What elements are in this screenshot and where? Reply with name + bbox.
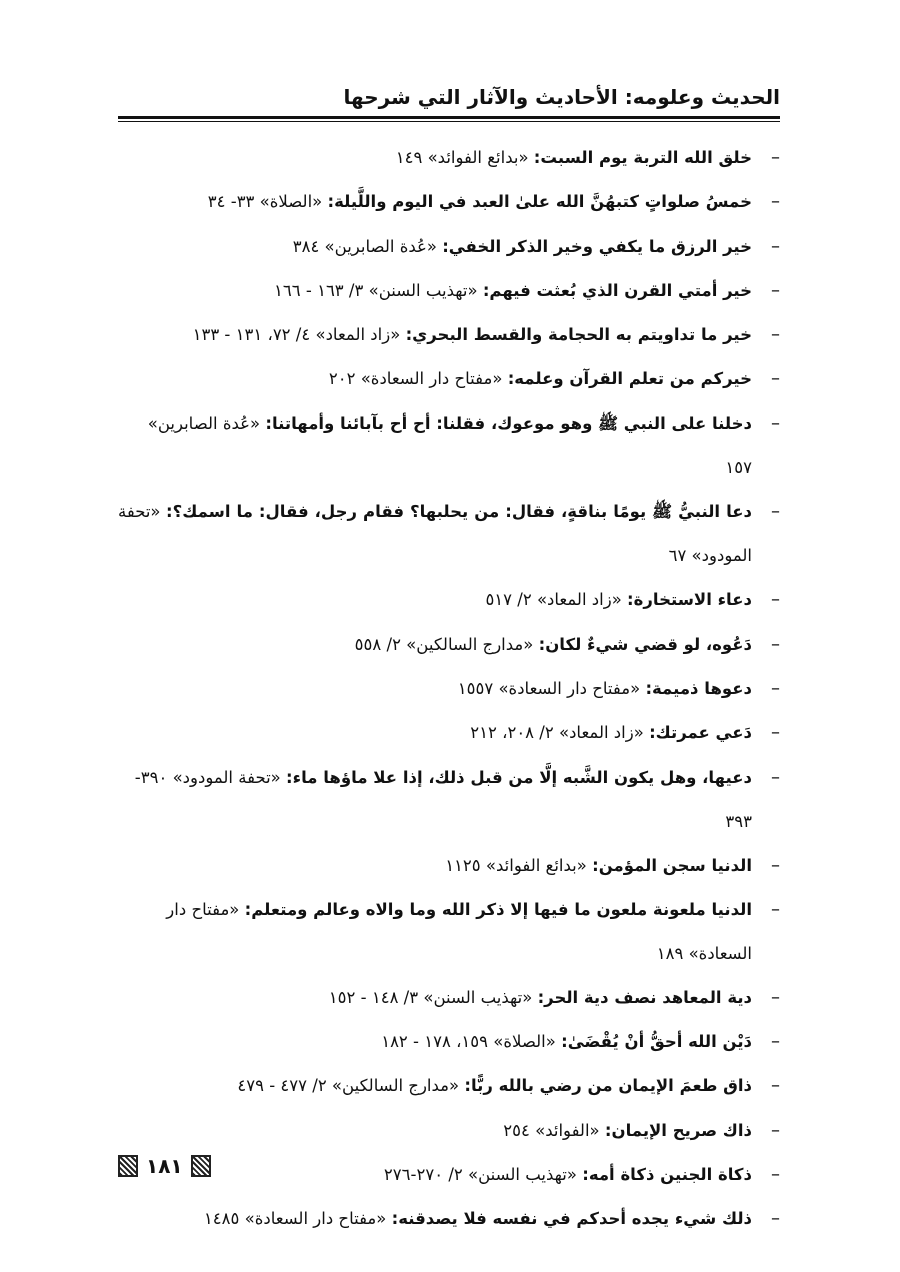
entry-body [118, 667, 752, 711]
hadith-text: دَيْن الله أحقُّ أنْ يُقْضَىٰ: [561, 1032, 752, 1052]
bullet-dash: – [771, 500, 780, 522]
hadith-text: دعا النبيُّ ﷺ يومًا بناقةٍ، فقال: من يحلبها؟ فقام رجل، فقال: ما اسمك؟: [166, 501, 753, 521]
entry-body [118, 402, 752, 490]
list-item [118, 578, 780, 622]
entry-body [118, 578, 752, 622]
bullet-dash: – [771, 1119, 780, 1141]
hadith-text: خير الرزق ما يكفي وخير الذكر الخفي: [442, 236, 752, 256]
source-reference: «مفتاح دار السعادة» ١٤٨٥ [203, 1209, 387, 1229]
header-rule-thick [118, 116, 780, 119]
source-reference: «تحفة المودود» ٦٧ [118, 501, 752, 565]
entry-body [118, 313, 752, 357]
hadith-text: ذاق طعمَ الإيمان من رضي بالله ربًّا: [464, 1076, 752, 1096]
entry-body [118, 1197, 752, 1241]
hadith-text: دَعُوه، لو قضي شيءٌ لكان: [538, 634, 752, 654]
hadith-text: خير أمتي القرن الذي بُعثت فيهم: [482, 280, 752, 300]
entry-body [118, 1109, 752, 1153]
hadith-text: دَعي عمرتك: [649, 723, 752, 743]
list-item [118, 976, 780, 1020]
source-reference: «مفتاح دار السعادة» ٢٠٢ [328, 369, 503, 389]
source-reference: «الفوائد» ٢٥٤ [503, 1120, 600, 1140]
list-item [118, 667, 780, 711]
bullet-dash: – [771, 589, 780, 611]
hadith-text: ذلك شيء يجده أحدكم في نفسه فلا يصدقنه: [391, 1209, 752, 1229]
bullet-dash: – [771, 1075, 780, 1097]
source-reference: «زاد المعاد» ٢/ ٥١٧ [485, 590, 622, 610]
hadith-text: ذاك صريح الإيمان: [604, 1120, 752, 1140]
source-reference: «مدارج السالكين» ٢/ ٤٧٧ - ٤٧٩ [237, 1076, 460, 1096]
source-reference: «بدائع الفوائد» ١١٢٥ [445, 855, 587, 875]
bullet-dash: – [771, 854, 780, 876]
hadith-text: خلق الله التربة يوم السبت: [533, 148, 752, 167]
hadith-index-list [118, 136, 780, 1242]
bullet-dash: – [771, 412, 780, 434]
source-reference: «تهذيب السنن» ٣/ ١٦٣ - ١٦٦ [274, 280, 478, 300]
entry-body [118, 180, 752, 224]
bullet-dash: – [771, 898, 780, 920]
entry-body [118, 269, 752, 313]
bullet-dash: – [771, 722, 780, 744]
source-reference: «مفتاح دار السعادة» ١٥٥٧ [457, 678, 641, 698]
list-item [118, 844, 780, 888]
source-reference: «عُدة الصابرين» ٣٨٤ [292, 236, 437, 256]
hadith-text: دعيها، وهل يكون الشَّبه إلَّا من قبل ذلك، إذا علا ماؤها ماء: [286, 767, 752, 787]
entry-body [118, 756, 752, 844]
list-item [118, 269, 780, 313]
bullet-dash: – [771, 279, 780, 301]
list-item [118, 1197, 780, 1241]
bullet-dash: – [771, 147, 780, 168]
source-reference: «الصلاة» ٣٣- ٣٤ [207, 192, 323, 212]
list-item [118, 1064, 780, 1108]
hadith-text: دعوها ذميمة: [645, 678, 752, 698]
bullet-dash: – [771, 677, 780, 699]
source-reference: «مدارج السالكين» ٢/ ٥٥٨ [354, 634, 534, 654]
source-reference: «زاد المعاد» ٤/ ٧٢، ١٣١ - ١٣٣ [192, 325, 401, 345]
hadith-text: الدنيا ملعونة ملعون ما فيها إلا ذكر الله وما والاه وعالم ومتعلم: [244, 899, 752, 919]
source-reference: «مفتاح دار السعادة» ١٨٩ [166, 899, 752, 963]
bullet-dash: – [771, 235, 780, 257]
hadith-text: الدنيا سجن المؤمن: [592, 855, 752, 875]
source-reference: «تحفة المودود» ٣٩٠- ٣٩٣ [134, 767, 752, 831]
header-rule-thin [118, 121, 780, 122]
source-reference: «الصلاة» ١٥٩، ١٧٨ - ١٨٢ [381, 1032, 556, 1052]
page-footer [118, 1154, 211, 1178]
list-item [118, 756, 780, 844]
source-reference: «عُدة الصابرين» ١٥٧ [147, 413, 752, 477]
bullet-dash: – [771, 324, 780, 346]
hadith-text: خمسُ صلواتٍ كتبهُنَّ الله علىٰ العبد في اليوم واللَّيلة: [327, 192, 752, 212]
entry-body [118, 1020, 752, 1064]
entry-body [118, 357, 752, 401]
ornament-left-icon [118, 1155, 138, 1177]
entry-body [118, 136, 752, 180]
bullet-dash: – [771, 191, 780, 213]
list-item [118, 225, 780, 269]
entry-body [118, 1153, 752, 1197]
entry-body [118, 888, 752, 976]
bullet-dash: – [771, 633, 780, 655]
page-number: ١٨١ [146, 1154, 183, 1178]
list-item [118, 1109, 780, 1153]
source-reference: «تهذيب السنن» ٢/ ٢٧٠-٢٧٦ [383, 1165, 577, 1185]
bullet-dash: – [771, 368, 780, 390]
hadith-text: خيركم من تعلم القرآن وعلمه: [507, 369, 752, 389]
entry-body [118, 490, 752, 578]
hadith-text: دية المعاهد نصف دية الحر: [537, 987, 752, 1007]
list-item [118, 623, 780, 667]
bullet-dash: – [771, 986, 780, 1008]
list-item [118, 711, 780, 755]
page-title: الحديث وعلومه: الأحاديث والآثار التي شرحها [343, 85, 780, 109]
list-item [118, 136, 780, 180]
entry-body [118, 711, 752, 755]
ornament-right-icon [191, 1155, 211, 1177]
hadith-text: خير ما تداويتم به الحجامة والقسط البحري: [405, 325, 752, 345]
list-item [118, 1020, 780, 1064]
hadith-text: ذكاة الجنين ذكاة أمه: [582, 1165, 752, 1185]
entry-body [118, 976, 752, 1020]
hadith-text: دعاء الاستخارة: [627, 590, 752, 610]
list-item [118, 888, 780, 976]
running-header [118, 82, 780, 122]
bullet-dash: – [771, 1208, 780, 1230]
entry-body [118, 623, 752, 667]
bullet-dash: – [771, 1031, 780, 1053]
list-item [118, 1153, 780, 1197]
list-item [118, 313, 780, 357]
list-item [118, 402, 780, 490]
source-reference: «زاد المعاد» ٢/ ٢٠٨، ٢١٢ [470, 723, 644, 743]
list-item [118, 180, 780, 224]
hadith-text: دخلنا على النبي ﷺ وهو موعوك، فقلنا: أح أح بآبائنا وأمهاتنا: [265, 413, 752, 433]
bullet-dash: – [771, 766, 780, 788]
entry-body [118, 844, 752, 888]
entry-body [118, 225, 752, 269]
entry-body [118, 1064, 752, 1108]
bullet-dash: – [771, 1164, 780, 1186]
source-reference: «بدائع الفوائد» ١٤٩ [395, 148, 529, 167]
list-item [118, 357, 780, 401]
source-reference: «تهذيب السنن» ٣/ ١٤٨ - ١٥٢ [328, 987, 533, 1007]
list-item [118, 490, 780, 579]
